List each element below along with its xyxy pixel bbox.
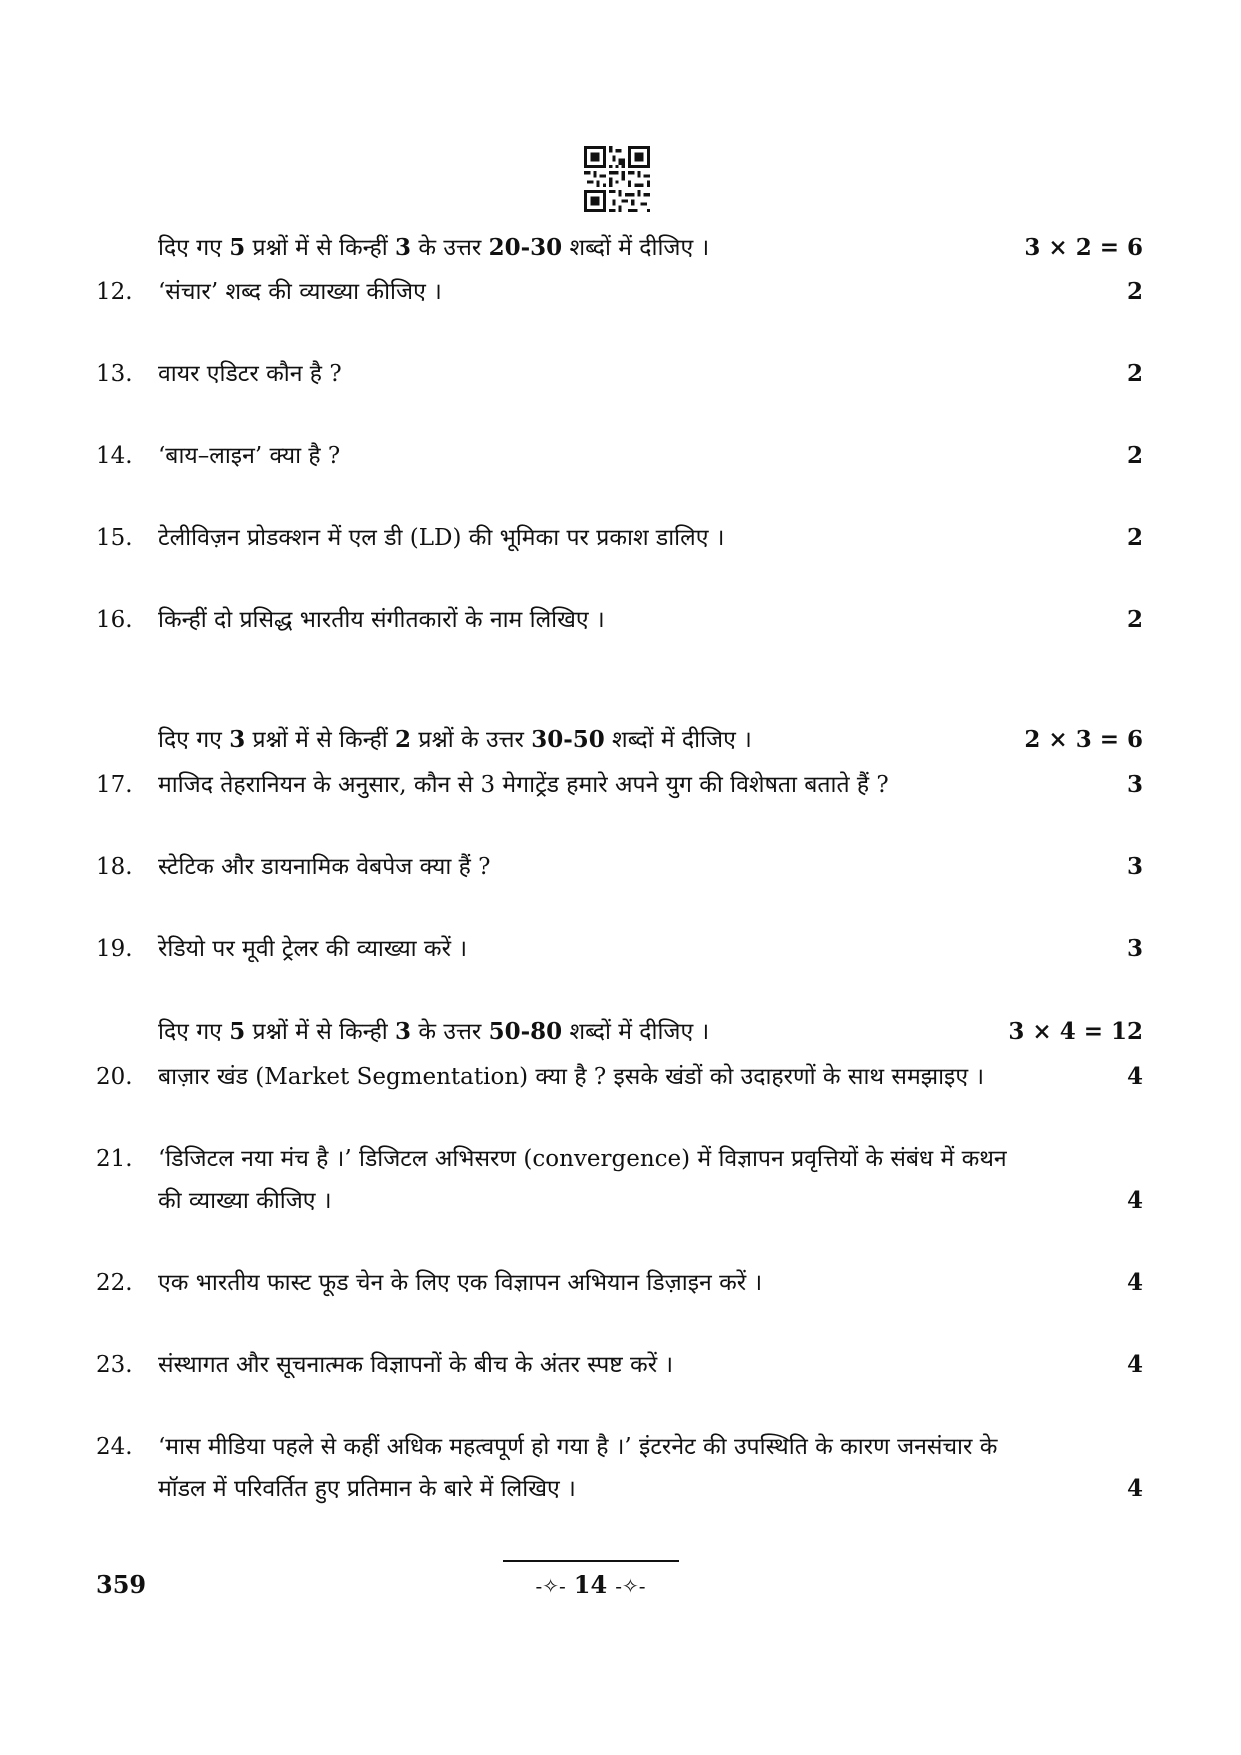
question-text: बाज़ार खंड (Market Segmentation) क्या है ? इसके खंडों को उदाहरणों के साथ समझाइए । — [158, 1064, 985, 1090]
question-marks: 4 — [1126, 1063, 1143, 1090]
question-text: ‘मास मीडिया पहले से कहीं अधिक महत्वपूर्ण हो गया है ।’ इंटरनेट की उपस्थिति के कारण जनसंचार के — [158, 1434, 998, 1460]
question-number: 23. — [96, 1352, 133, 1378]
page-number-block — [0, 1568, 1181, 1603]
question-text: संस्थागत और सूचनात्मक विज्ञापनों के बीच के अंतर स्पष्ट करें । — [158, 1352, 674, 1378]
question-text-continuation: की व्याख्या कीजिए । — [158, 1188, 332, 1214]
question-marks: 4 — [1126, 1475, 1143, 1502]
question-number: 15. — [96, 525, 133, 551]
question-marks: 2 — [1126, 278, 1143, 305]
question-text: एक भारतीय फास्ट फूड चेन के लिए एक विज्ञापन अभियान डिज़ाइन करें । — [158, 1270, 763, 1296]
ornament-right-icon: -✧- — [615, 1574, 646, 1598]
question-marks: 4 — [1126, 1187, 1143, 1214]
instruction-text: दिए गए 3 प्रश्नों में से किन्हीं 2 प्रश्नों के उत्तर 30-50 शब्दों में दीजिए । — [158, 726, 752, 753]
ornament-left-icon: -✧- — [535, 1574, 566, 1598]
question-number: 14. — [96, 443, 133, 469]
footer-divider — [503, 1560, 679, 1562]
section-marks: 2 × 3 = 6 — [1024, 726, 1143, 753]
question-marks: 2 — [1126, 442, 1143, 469]
question-text: रेडियो पर मूवी ट्रेलर की व्याख्या करें । — [158, 936, 468, 962]
question-marks: 2 — [1126, 606, 1143, 633]
question-marks: 2 — [1126, 360, 1143, 387]
question-number: 12. — [96, 279, 133, 305]
question-text: वायर एडिटर कौन है ? — [158, 361, 342, 387]
question-marks: 4 — [1126, 1269, 1143, 1296]
page-number: 14 — [573, 1570, 608, 1599]
question-text: माजिद तेहरानियन के अनुसार, कौन से 3 मेगाट्रेंड हमारे अपने युग की विशेषता बताते हैं ? — [158, 772, 889, 798]
question-number: 17. — [96, 772, 133, 798]
question-number: 21. — [96, 1146, 133, 1172]
qr-code — [584, 146, 650, 212]
question-number: 16. — [96, 607, 133, 633]
question-text: ‘संचार’ शब्द की व्याख्या कीजिए । — [158, 279, 442, 305]
question-text: स्टेटिक और डायनामिक वेबपेज क्या हैं ? — [158, 854, 491, 880]
question-number: 13. — [96, 361, 133, 387]
question-text: टेलीविज़न प्रोडक्शन में एल डी (LD) की भूमिका पर प्रकाश डालिए । — [158, 525, 725, 551]
instruction-text: दिए गए 5 प्रश्नों में से किन्हीं 3 के उत्तर 20-30 शब्दों में दीजिए । — [158, 234, 710, 261]
question-marks: 3 — [1126, 771, 1143, 798]
question-number: 24. — [96, 1434, 133, 1460]
question-text: ‘डिजिटल नया मंच है ।’ डिजिटल अभिसरण (convergence) में विज्ञापन प्रवृत्तियों के संबंध में कथन — [158, 1146, 1007, 1172]
question-number: 18. — [96, 854, 133, 880]
question-number: 20. — [96, 1064, 133, 1090]
question-marks: 4 — [1126, 1351, 1143, 1378]
question-text-continuation: मॉडल में परिवर्तित हुए प्रतिमान के बारे में लिखिए । — [158, 1476, 576, 1502]
question-text: किन्हीं दो प्रसिद्ध भारतीय संगीतकारों के नाम लिखिए । — [158, 607, 605, 633]
question-number: 19. — [96, 936, 133, 962]
question-marks: 3 — [1126, 935, 1143, 962]
question-marks: 2 — [1126, 524, 1143, 551]
paper-code: 359 — [96, 1570, 147, 1599]
section-marks: 3 × 2 = 6 — [1024, 234, 1143, 261]
section-marks: 3 × 4 = 12 — [1008, 1018, 1143, 1045]
question-number: 22. — [96, 1270, 133, 1296]
question-marks: 3 — [1126, 853, 1143, 880]
instruction-text: दिए गए 5 प्रश्नों में से किन्ही 3 के उत्तर 50-80 शब्दों में दीजिए । — [158, 1018, 710, 1045]
question-text: ‘बाय–लाइन’ क्या है ? — [158, 443, 341, 469]
